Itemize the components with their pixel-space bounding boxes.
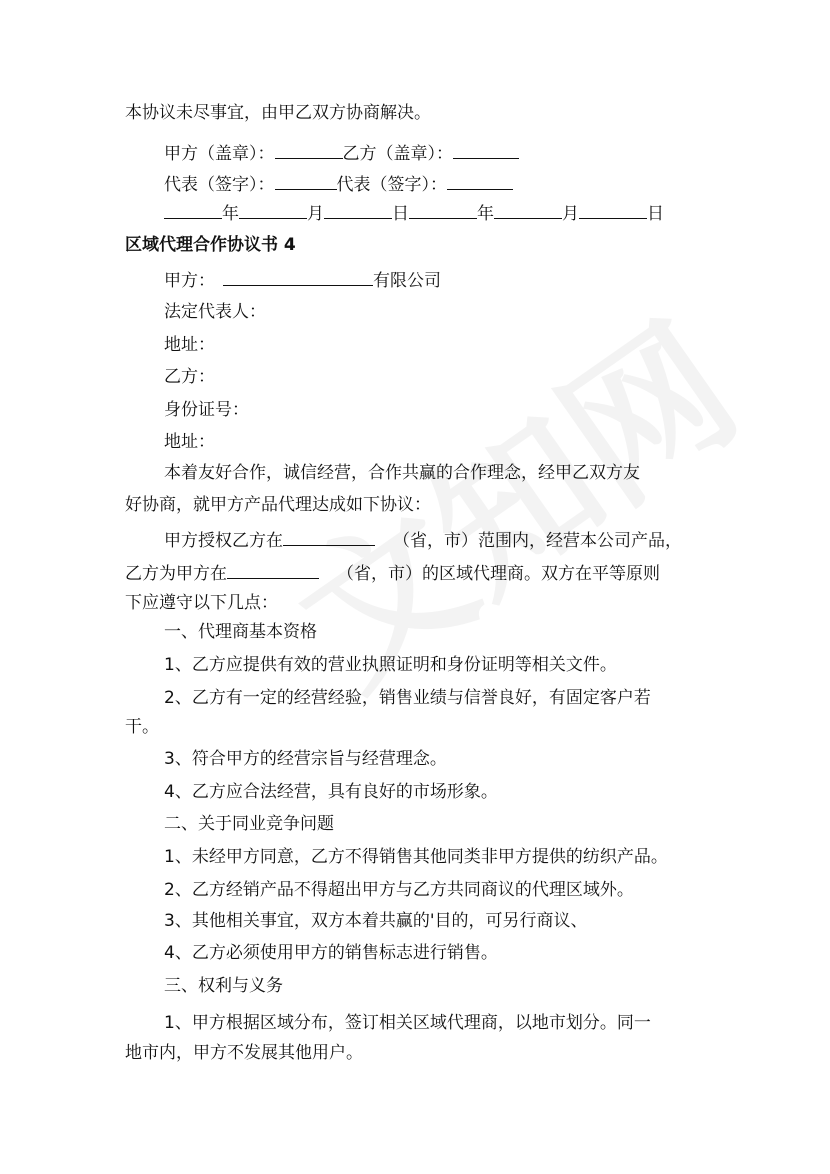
auth-2b: （省，市）的区域代理商。双方在平等原则 bbox=[337, 564, 660, 584]
s1-item-3: 3、符合甲方的经营宗旨与经营理念。 bbox=[164, 749, 447, 769]
section-2-title: 二、关于同业竞争问题 bbox=[164, 814, 334, 834]
signature-row-seal bbox=[164, 141, 519, 165]
closing-line: 本协议未尽事宜，由甲乙双方协商解决。 bbox=[125, 103, 431, 123]
rep-b-sign-blank[interactable] bbox=[447, 172, 513, 190]
s2-item-3: 3、其他相关事宜，双方本着共赢的'目的，可另行商议、 bbox=[164, 911, 588, 931]
rep-b-sign-label: 代表（签字）： bbox=[336, 175, 447, 195]
section-title: 区域代理合作协议书 4 bbox=[125, 235, 296, 255]
month-a-label: 月 bbox=[307, 204, 324, 224]
province-blank-1[interactable] bbox=[283, 528, 375, 546]
signature-row-rep bbox=[164, 172, 513, 196]
auth-1b: （省，市）范围内，经营本公司产品， bbox=[393, 531, 682, 551]
party-b-seal-label: 乙方（盖章）： bbox=[342, 144, 453, 164]
company-suffix: 有限公司 bbox=[373, 271, 441, 291]
s2-item-2: 2、乙方经销产品不得超出甲方与乙方共同商议的代理区域外。 bbox=[164, 880, 634, 900]
party-a-label: 甲方： bbox=[164, 271, 215, 291]
section-1-title: 一、代理商基本资格 bbox=[164, 622, 317, 642]
intro-line-1: 本着友好合作，诚信经营，合作共赢的合作理念，经甲乙双方友 bbox=[164, 463, 640, 483]
s1-item-4: 4、乙方应合法经营，具有良好的市场形象。 bbox=[164, 782, 498, 802]
day-a-label: 日 bbox=[392, 204, 409, 224]
s1-item-2b: 干。 bbox=[125, 717, 159, 737]
id-number-label: 身份证号： bbox=[164, 400, 249, 420]
party-a-blank[interactable] bbox=[223, 268, 373, 286]
month-a-blank[interactable] bbox=[239, 201, 307, 219]
day-a-blank[interactable] bbox=[324, 201, 392, 219]
intro-line-2: 好协商，就甲方产品代理达成如下协议： bbox=[125, 495, 431, 515]
party-b-label: 乙方： bbox=[164, 367, 215, 387]
s1-item-2a: 2、乙方有一定的经营经验，销售业绩与信誉良好，有固定客户若 bbox=[164, 688, 651, 708]
auth-line-1 bbox=[164, 528, 682, 552]
month-b-label: 月 bbox=[562, 204, 579, 224]
auth-line-3: 下应遵守以下几点： bbox=[125, 593, 278, 613]
section-3-title: 三、权利与义务 bbox=[164, 976, 283, 996]
party-a-seal-blank[interactable] bbox=[275, 141, 343, 159]
address-a-label: 地址： bbox=[164, 335, 215, 355]
date-row bbox=[164, 201, 664, 225]
address-b-label: 地址： bbox=[164, 432, 215, 452]
s3-item-1b: 地市内，甲方不发展其他用户。 bbox=[125, 1043, 363, 1063]
s1-item-1: 1、乙方应提供有效的营业执照证明和身份证明等相关文件。 bbox=[164, 655, 617, 675]
year-a-blank[interactable] bbox=[164, 201, 222, 219]
year-a-label: 年 bbox=[222, 204, 239, 224]
rep-a-sign-label: 代表（签字）： bbox=[164, 175, 275, 195]
party-a-seal-label: 甲方（盖章）： bbox=[164, 144, 275, 164]
s2-item-1: 1、未经甲方同意，乙方不得销售其他同类非甲方提供的纺织产品。 bbox=[164, 847, 668, 867]
province-blank-2[interactable] bbox=[227, 561, 319, 579]
day-b-label: 日 bbox=[647, 204, 664, 224]
auth-1a: 甲方授权乙方在 bbox=[164, 531, 283, 551]
year-b-blank[interactable] bbox=[409, 201, 477, 219]
party-b-seal-blank[interactable] bbox=[453, 141, 519, 159]
day-b-blank[interactable] bbox=[579, 201, 647, 219]
s2-item-4: 4、乙方必须使用甲方的销售标志进行销售。 bbox=[164, 943, 498, 963]
auth-2a: 乙方为甲方在 bbox=[125, 564, 227, 584]
legal-rep-label: 法定代表人： bbox=[164, 302, 266, 322]
s3-item-1a: 1、甲方根据区域分布，签订相关区域代理商，以地市划分。同一 bbox=[164, 1013, 651, 1033]
party-a-row bbox=[164, 268, 441, 292]
auth-line-2 bbox=[125, 561, 660, 585]
year-b-label: 年 bbox=[477, 204, 494, 224]
month-b-blank[interactable] bbox=[494, 201, 562, 219]
rep-a-sign-blank[interactable] bbox=[275, 172, 337, 190]
